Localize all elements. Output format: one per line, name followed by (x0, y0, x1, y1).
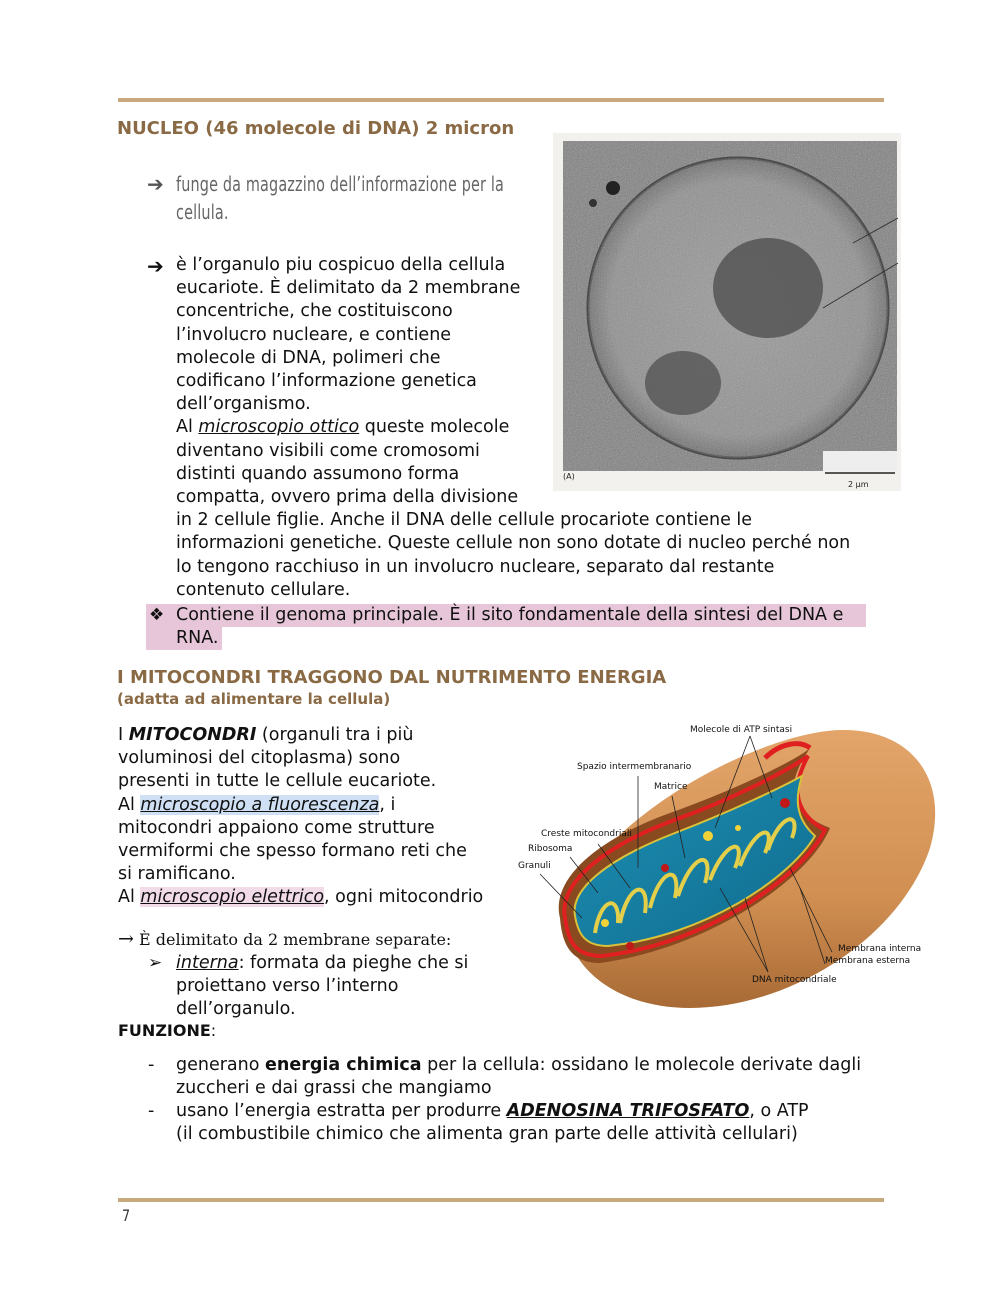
micrograph-label-a: (A) (563, 472, 575, 481)
sub-bullet-icon: ➢ (148, 953, 163, 973)
label-matrice: Matrice (654, 782, 688, 792)
bottom-rule (118, 1198, 884, 1202)
label-spazio-intermembranario: Spazio intermembranario (577, 762, 692, 772)
page-number: 7 (122, 1206, 131, 1225)
arrow-icon: ➔ (147, 254, 164, 278)
label-ribosoma: Ribosoma (528, 844, 573, 854)
nucleo-paragraph: è l’organulo piu cospicuo della cellula eucariote. È delimitato da 2 membrane concentriche, che costituiscono l’involucro nucleare, e contiene molecole di DNA, polimeri che codificano l’informazione genetica dell’organismo. Al microscopio ottico queste molecole diventano visibili come cromosomi distinti quando assumono forma compatta, ovvero prima della divisione in 2 cellule figlie. Anche il DNA delle cellule procariote contiene le informazioni genetiche. Queste cellule non sono dotate di nucleo perché non lo tengono racchiuso in un involucro nucleare, separato dal restante contenuto cellulare. (176, 255, 851, 600)
microscopio-elettrico-term: microscopio elettrico (140, 887, 325, 908)
top-rule (118, 98, 884, 102)
microscopio-ottico-term: microscopio ottico (198, 417, 360, 438)
dash-bullet: - (148, 1101, 155, 1121)
mitocondri-subtitle: (adatta ad alimentare la cellula) (117, 690, 391, 708)
arrow-icon: ➔ (147, 172, 164, 196)
microscopio-fluorescenza-term: microscopio a fluorescenza (140, 794, 380, 815)
interna-text: interna: formata da pieghe che si proiettano verso l’interno dell’organulo. (176, 953, 469, 1020)
nucleo-heading: NUCLEO (46 molecole di DNA) 2 micron (117, 118, 515, 139)
funzione-item-2: usano l’energia estratta per produrre ADENOSINA TRIFOSFATO, o ATP (il combustibile chimico che alimenta gran parte delle attività cellulari) (176, 1101, 809, 1145)
mitocondri-paragraph: I MITOCONDRI (organuli tra i più voluminosi del citoplasma) sono presenti in tutte le cellule eucariote. Al microscopio a fluorescenza, i mitocondri appaiono come strutture vermiformi che spesso formano reti che si ramificano. Al microscopio elettrico, ogni mitocondrio (118, 725, 484, 908)
arrow-right-icon: → (118, 928, 134, 950)
label-atp-sintasi: Molecole di ATP sintasi (690, 725, 793, 735)
label-granuli: Granuli (518, 861, 551, 871)
diamond-bullet-icon: ❖ (149, 605, 165, 625)
micrograph-scale-label: 2 µm (848, 480, 869, 489)
funzione-item-1: generano energia chimica per la cellula: ossidano le molecole derivate dagli zuccheri e dai grassi che mangiamo (176, 1055, 862, 1099)
genoma-text: Contiene il genoma principale. È il sito fondamentale della sintesi del DNA e RNA. (176, 605, 844, 649)
funzione-label: FUNZIONE: (118, 1021, 217, 1040)
dash-bullet: - (148, 1055, 155, 1075)
label-creste: Creste mitocondriali (541, 829, 632, 839)
label-membrana-interna: Membrana interna (838, 944, 922, 954)
label-membrana-esterna: Membrana esterna (825, 956, 911, 966)
label-dna-mitocondriale: DNA mitocondriale (752, 975, 837, 985)
delimitato-line: → È delimitato da 2 membrane separate: (118, 928, 452, 950)
mitocondri-heading: I MITOCONDRI TRAGGONO DAL NUTRIMENTO ENERGIA (117, 667, 667, 688)
nucleo-thin-text: funge da magazzino dell’informazione per la cellula. (176, 172, 504, 224)
mitochondrion-diagram (510, 718, 950, 1018)
